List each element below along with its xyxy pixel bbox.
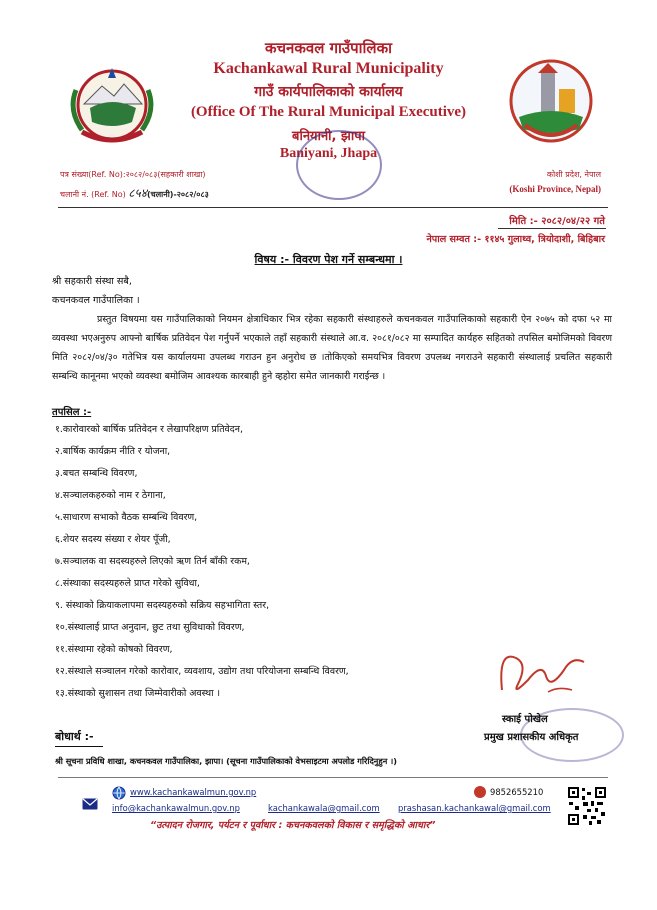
official-stamp [296,130,382,200]
province-np: कोशी प्रदेश, नेपाल [546,170,601,179]
date-line: मिति :- २०८२/०४/२२ गते [509,216,605,227]
list-item: ४.सञ्चालकहरुको नाम र ठेगाना, [55,490,166,501]
list-item: ८.संस्थाका सदस्यहरुले प्राप्त गरेको सुविधा, [55,578,200,589]
nepal-sambat-line: नेपाल सम्वत :- ११४५ गुलाथ्व, त्रियोदाशी, बिहिबार [426,234,605,245]
header-divider [58,207,608,208]
nepal-emblem-logo [62,60,162,150]
office-name-np: गाउँ कार्यपालिकाको कार्यालय [254,84,403,100]
subject: विषय :- विवरण पेश गर्ने सम्बन्धमा । [254,253,403,266]
addressee-line-1: श्री सहकारी संस्था सबै, [52,276,132,287]
list-item: १०.संस्थालाई प्राप्त अनुदान, छुट तथा सुविधाको विवरण, [55,622,245,633]
email-link-gmail[interactable]: kachankawala@gmail.com [268,803,380,813]
office-name-en: (Office Of The Rural Municipal Executive) [190,104,467,120]
place-np: बनियानी, झापा [292,129,365,144]
list-item: १३.संस्थाको सुशासन तथा जिम्मेवारीको अवस्था । [55,688,221,699]
phone-icon [474,786,486,798]
list-item: ११.संस्थामा रहेको कोषको विवरण, [55,644,173,655]
place-en: Baniyani, Jhapa [279,146,378,161]
chalani-number [60,184,209,201]
qr-code [567,786,607,826]
chalani-handwritten: ८५४ [128,186,148,200]
municipality-name-np: कचनकवल गाउँपालिका [264,39,393,57]
letter-body: प्रस्तुत विषयमा यस गाउँपालिकाको नियमन क्षेत्राधिकार भित्र रहेका सहकारी संस्थाहरुले कचनकवल गाउँपालिकाको सहकारी ऐन २०७५ को दफा ५२ मा व्यवस्था भएअनुरुप आफ्नो बार्षिक प्रतिवेदन पेश गर्नुपर्ने भएकाले तहाँ सहकारी संस्थाले आ.व. २०८१/०८२ मा सम्पादित कार्यहरु सहितको तपसिल बमोजिमको विवरण मिति २०८२/०४/३० गतेभित्र यस कार्यालयमा उपलब्ध गराउन हुन अनुरोध छ ।तोकिएको समयभित्र विवरण उपलब्ध नगराउने सहकारी संस्थालाई प्रचलित सहकारी सम्बन्धि कानूनमा भएको व्यवस्था बमोजिम आवश्यक कारबाही हुने व्हहोरा समेत जानकारी गराईन्छ । [52,314,612,382]
signatory-title: प्रमुख प्रशासकीय अधिकृत [484,732,579,743]
list-item: ३.बचत सम्बन्धि विवरण, [55,468,138,479]
bodhartha-line: श्री सूचना प्रविधि शाखा, कचनकवल गाउँपालिका, झापा। (सूचना गाउँपालिकाको वेभसाइटमा अपलोड गरिदिनुहुन ।) [55,756,397,766]
email-link-info[interactable]: info@kachankawalmun.gov.np [112,803,240,813]
list-item: २.बार्षिक कार्यक्रम नीति र योजना, [55,446,171,457]
slogan: “उत्पादन रोजगार, पर्यटन र पूर्वाधार : कचनकवलको विकास र समृद्धिको आधार” [150,820,436,831]
list-item: ५.साधारण सभाको वैठक सम्बन्धि विवरण, [55,512,198,523]
chalani-value: (चलानी)-२०८२/०८३ [147,190,209,199]
list-item: ७.सञ्चालक वा सदस्यहरुले लिएको ऋण तिर्न बाँकी रकम, [55,556,250,567]
handwritten-signature [488,640,598,710]
municipality-logo [505,55,597,147]
date-underline [498,228,606,229]
signatory-name: स्काई पोखेल [502,714,548,725]
chalani-label: चलानी नं. (Ref. No) [60,190,126,199]
list-item: १२.संस्थाले सञ्चालन गरेको कारोवार, व्यवशाय, उद्योग तथा परियोजना सम्बन्धि विवरण, [55,666,349,677]
patra-value: २०८२/०८३(सहकारी शाखा) [125,170,206,179]
list-item: ९. संस्थाको क्रियाकलापमा सदस्यहरुको सक्रिय सहभागिता स्तर, [55,600,270,611]
bodhartha-label: बोधार्थ :- [55,730,94,743]
patra-sankhya [60,169,206,180]
municipality-name-en: Kachankawal Rural Municipality [213,60,444,77]
patra-label: पत्र संख्या(Ref. No): [60,170,126,179]
globe-icon [112,785,126,799]
list-item: १.कारोवारको बार्षिक प्रतिवेदन र लेखापरिक्षण प्रतिवेदन, [55,424,243,435]
footer-divider [58,777,608,778]
tapasil-title: तपसिल :- [52,407,92,418]
addressee-line-2: कचनकवल गाउँपालिका । [52,295,140,306]
email-link-prashasan[interactable]: prashasan.kachankawal@gmail.com [398,803,551,813]
list-item: ६.शेयर सदस्य संख्या र शेयर पूँजी, [55,534,171,545]
phone-number: 9852655210 [490,787,544,797]
bodhartha-underline [55,746,103,747]
province-en: (Koshi Province, Nepal) [509,184,601,194]
email-icon [82,795,98,807]
website-link[interactable]: www.kachankawalmun.gov.np [130,787,257,797]
